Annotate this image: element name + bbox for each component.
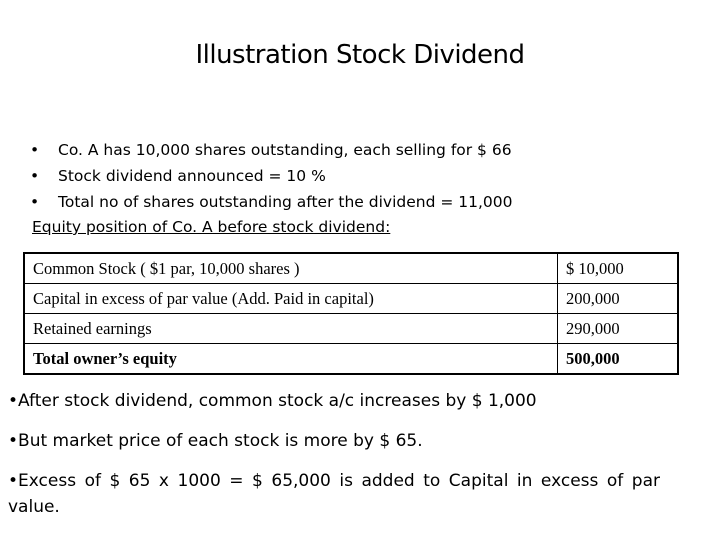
notes-list — [8, 388, 660, 534]
row-label: Total owner’s equity — [24, 344, 558, 375]
row-amount: 200,000 — [558, 284, 678, 314]
note-item: •But market price of each stock is more by $ 65. — [8, 431, 423, 451]
bullet-symbol: • — [30, 141, 40, 159]
bullet-symbol: • — [30, 193, 40, 211]
bullet-item — [30, 189, 670, 215]
table-row — [24, 284, 678, 314]
bullet-list — [30, 137, 670, 241]
row-label: Capital in excess of par value (Add. Paid in capital) — [24, 284, 558, 314]
table-row-total — [24, 344, 678, 375]
row-label: Common Stock ( $1 par, 10,000 shares ) — [24, 253, 558, 284]
bullet-item — [30, 137, 670, 163]
table-row — [24, 253, 678, 284]
bullet-symbol: • — [30, 167, 40, 185]
note-item: •Excess of $ 65 x 1000 = $ 65,000 is added to Capital in excess of par value. — [8, 471, 660, 517]
table-row — [24, 314, 678, 344]
equity-table — [23, 252, 679, 375]
bullet-text: Co. A has 10,000 shares outstanding, each selling for $ 66 — [58, 141, 512, 159]
bullet-text: Total no of shares outstanding after the dividend = 11,000 — [58, 193, 513, 211]
bullet-item — [30, 163, 670, 189]
row-label: Retained earnings — [24, 314, 558, 344]
row-amount: 290,000 — [558, 314, 678, 344]
row-amount: 500,000 — [558, 344, 678, 375]
slide-title: Illustration Stock Dividend — [195, 40, 525, 70]
bullet-text: Stock dividend announced = 10 % — [58, 167, 326, 185]
note-item: •After stock dividend, common stock a/c increases by $ 1,000 — [8, 391, 537, 411]
table-heading: Equity position of Co. A before stock dividend: — [32, 218, 391, 236]
row-amount: $ 10,000 — [558, 253, 678, 284]
